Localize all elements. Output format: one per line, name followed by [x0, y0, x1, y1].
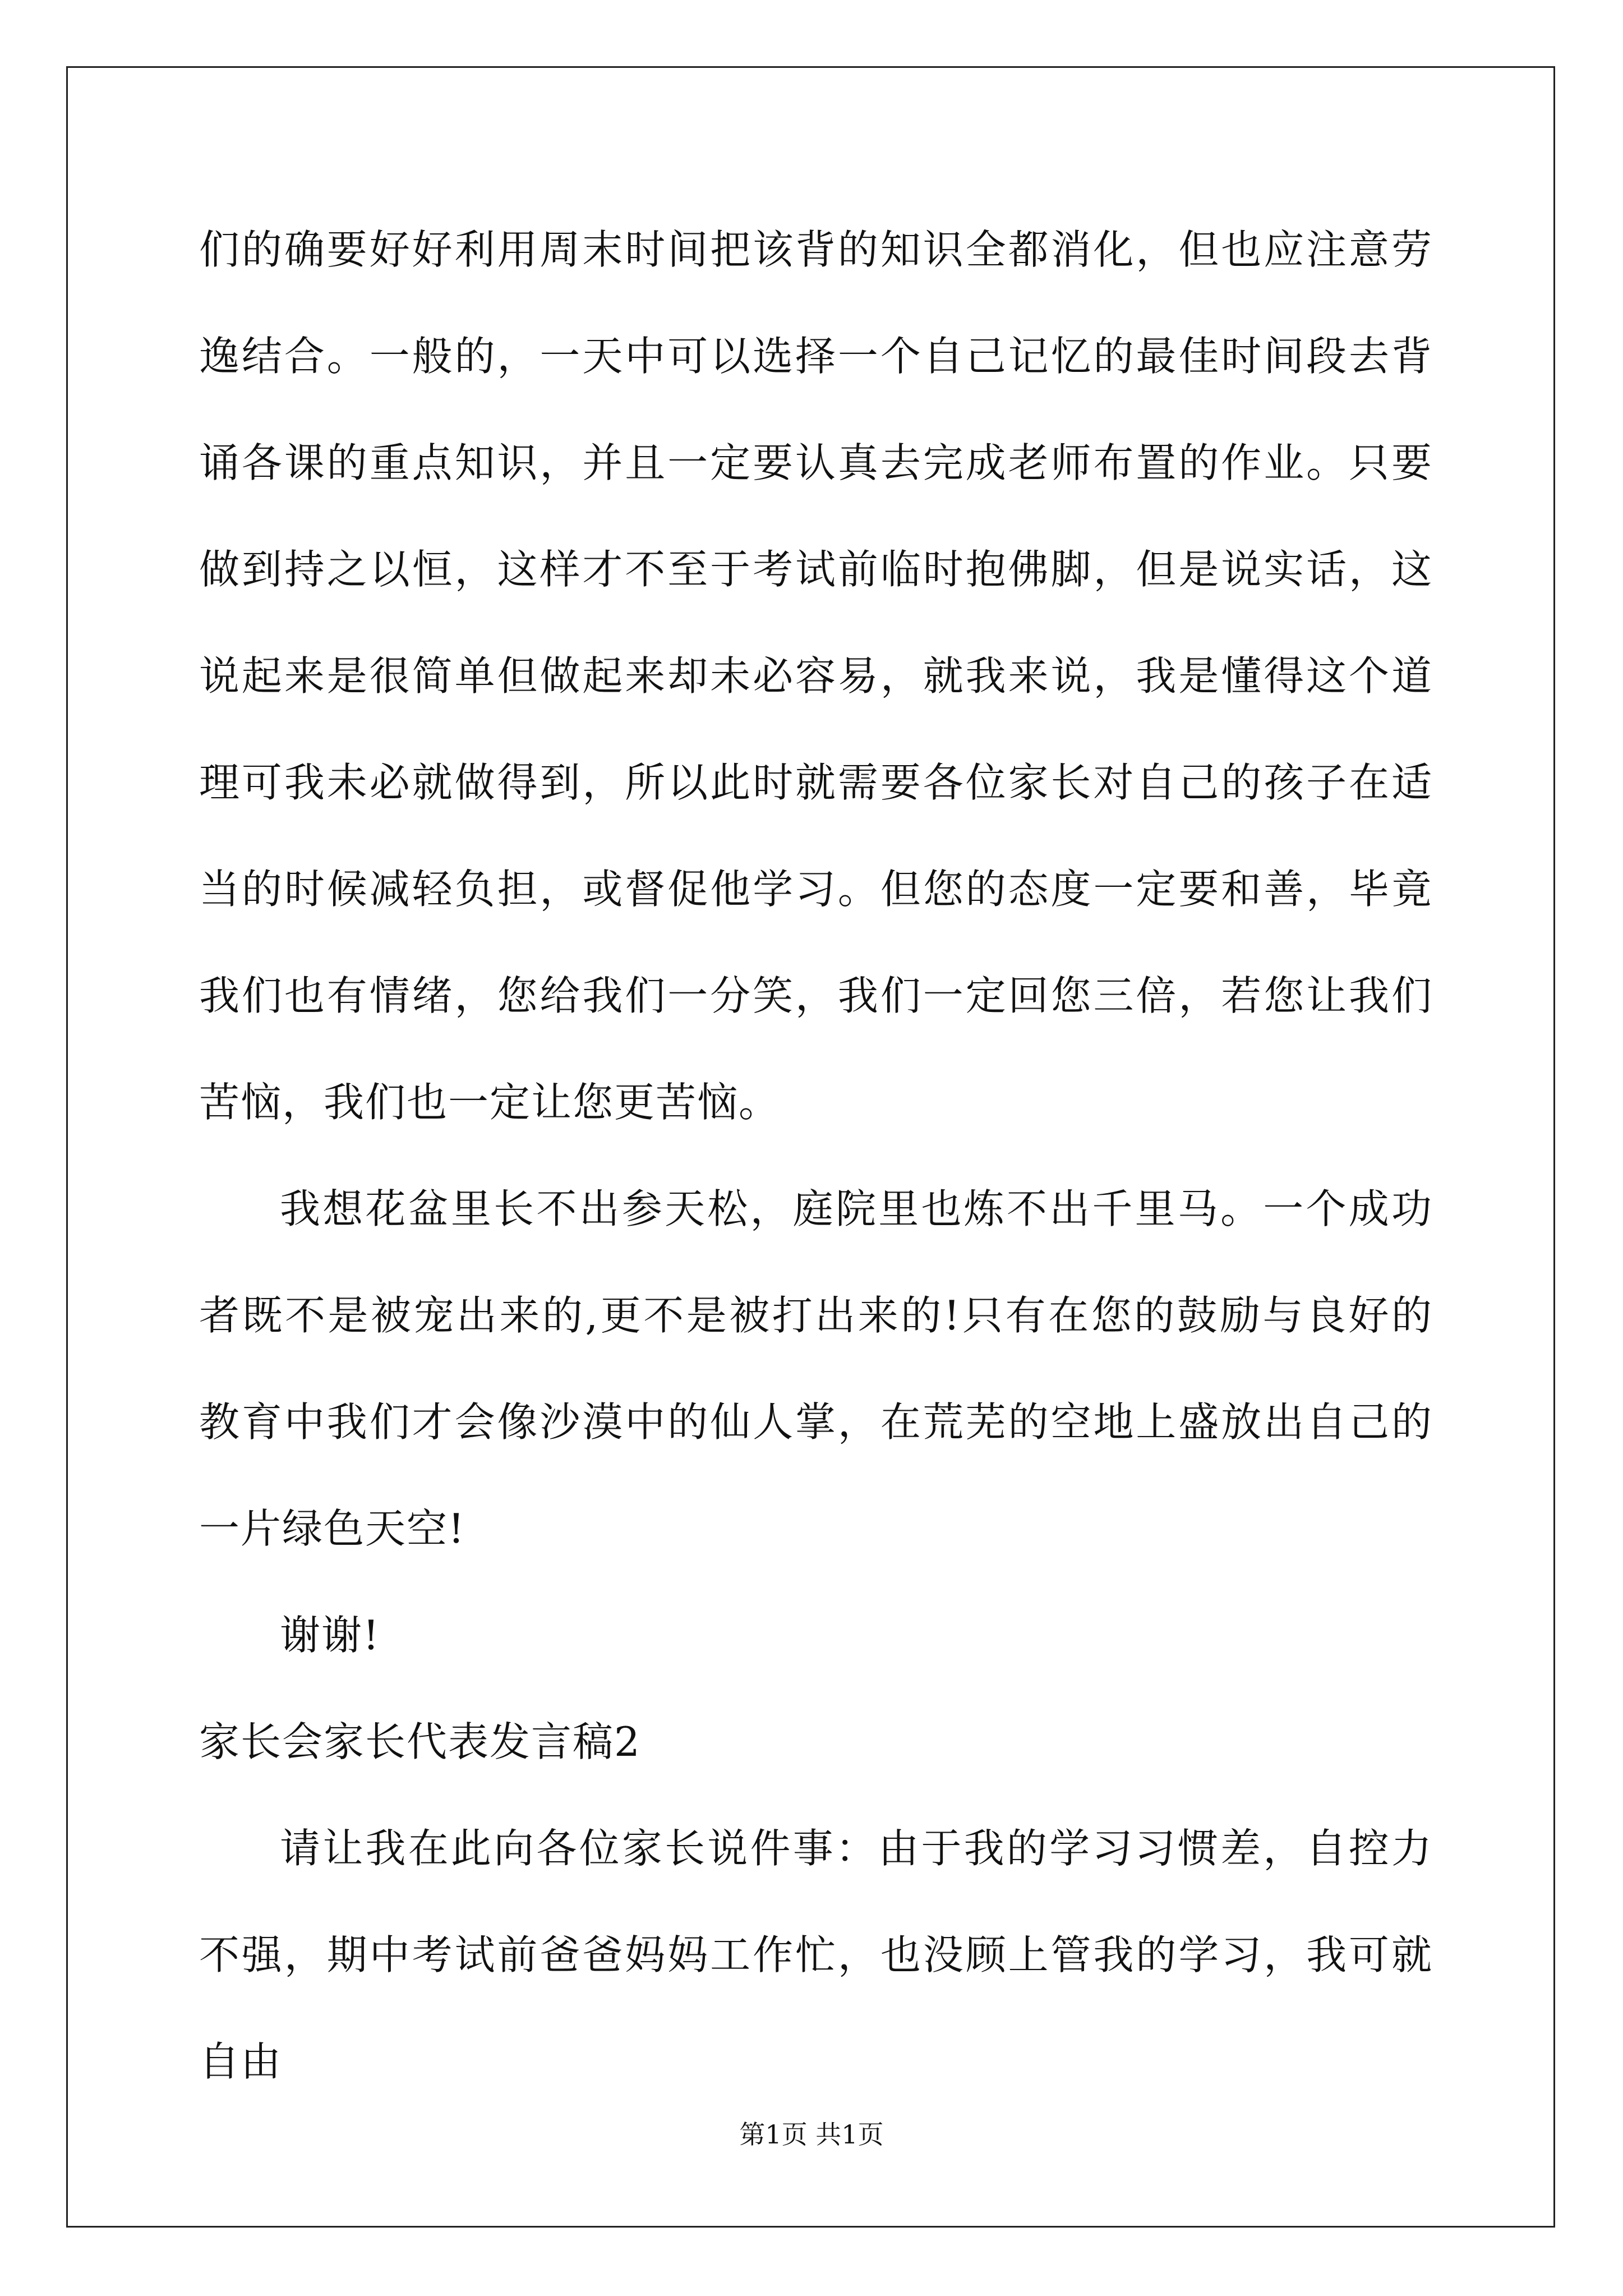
paragraph-speech-2: 请让我在此向各位家长说件事：由于我的学习习惯差，自控力不强，期中考试前爸爸妈妈工作忙，也没顾上管我的学习，我可就自由 — [199, 1825, 1433, 2085]
section-heading: 家长会家长代表发言稿2 — [199, 1718, 641, 1765]
paragraph-study-advice: 们的确要好好利用周末时间把该背的知识全都消化，但也应注意劳逸结合。一般的，一天中可以选择一个自己记忆的最佳时间段去背诵各课的重点知识，并且一定要认真去完成老师布置的作业。只要做到持之以恒，这样才不至于考试前临时抱佛脚，但是说实话，这说起来是很简单但做起来却未必容易，就我来说，我是懂得这个道理可我未必就做得到，所以此时就需要各位家长对自己的孩子在适当的时候减轻负担，或督促他学习。但您的态度一定要和善，毕竟我们也有情绪，您给我们一分笑，我们一定回您三倍，若您让我们苦恼，我们也一定让您更苦恼。 — [199, 226, 1433, 1126]
paragraph-thanks: 谢谢! — [280, 1612, 380, 1659]
page-footer: 第1页 共1页 — [739, 2119, 884, 2150]
paragraph-success: 我想花盆里长不出参天松，庭院里也炼不出千里马。一个成功者既不是被宠出来的,更不是被打出来的!只有在您的鼓励与良好的教育中我们才会像沙漠中的仙人掌，在荒芜的空地上盛放出自己的一片绿色天空! — [199, 1185, 1433, 1552]
document-body — [199, 196, 1433, 2115]
